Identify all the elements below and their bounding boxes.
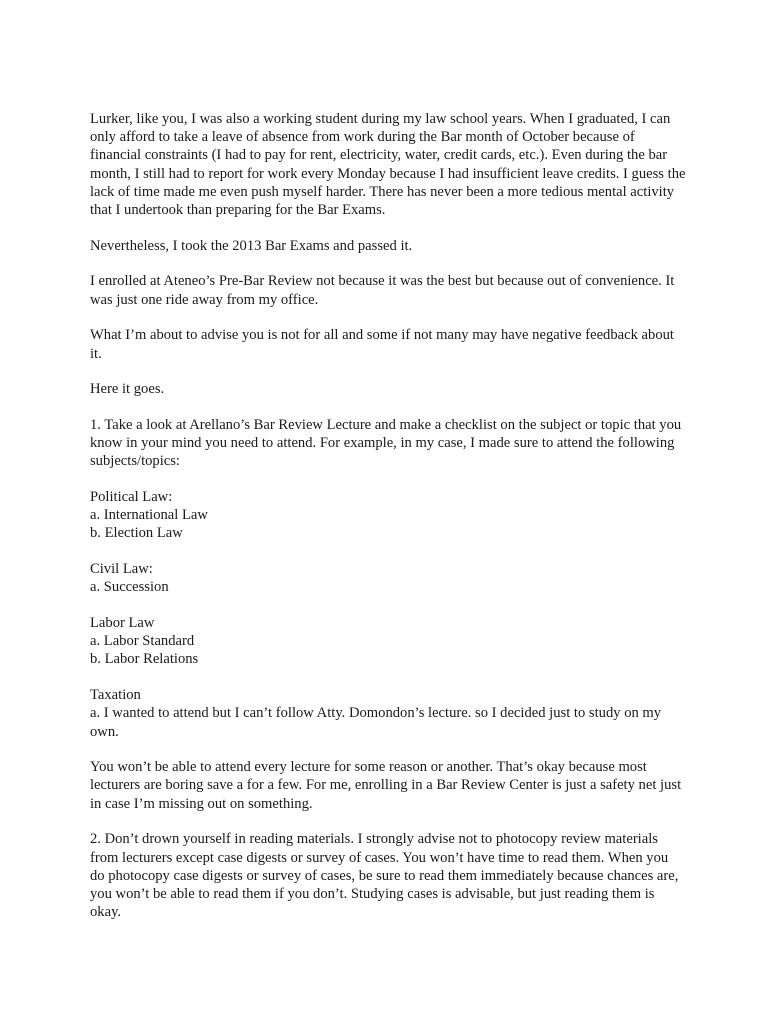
document-body [90,110,686,939]
subject-item: b. Labor Relations [90,651,199,668]
subject-heading: Labor Law [90,615,155,632]
paragraph-passed: Nevertheless, I took the 2013 Bar Exams and passed it. [90,237,413,254]
subject-item: a. I wanted to attend but I can’t follow Atty. Domondon’s lecture. so I decided just to study on my own. [90,705,662,740]
subject-taxation [90,686,686,741]
paragraph-tip-2: 2. Don’t drown yourself in reading materials. I strongly advise not to photocopy review materials from lecturers except case digests or survey of cases. You won’t have time to read them. When you do photocopy case digests or survey of cases, be sure to read them immediately because chances are, you won’t be able to read them if you don’t. Studying cases is advisable, but just reading them is okay. [90,831,679,921]
subject-labor-law [90,614,686,669]
subject-item: a. International Law [90,507,208,524]
subject-item: a. Labor Standard [90,633,195,650]
paragraph-intro: Lurker, like you, I was also a working student during my law school years. When I graduated, I can only afford to take a leave of absence from work during the Bar month of October because of financial constraints (I had to pay for rent, electricity, water, credit cards, etc.). Even during the bar month, I still had to report for work every Monday because I had insufficient leave credits. I guess the lack of time made me even push myself harder. There has never been a more tedious mental activity that I undertook than preparing for the Bar Exams. [90,111,686,219]
paragraph-attendance: You won’t be able to attend every lecture for some reason or another. That’s okay because most lecturers are boring save a for a few. For me, enrolling in a Bar Review Center is just a safety net just in case I’m missing out on something. [90,759,682,812]
subject-civil-law [90,560,686,596]
paragraph-here-it-goes: Here it goes. [90,381,165,398]
subject-item: b. Election Law [90,525,183,542]
paragraph-enrolled: I enrolled at Ateneo’s Pre-Bar Review not because it was the best but because out of convenience. It was just one ride away from my office. [90,273,675,308]
subject-heading: Civil Law: [90,561,153,578]
subject-heading: Taxation [90,687,141,704]
paragraph-tip-1: 1. Take a look at Arellano’s Bar Review Lecture and make a checklist on the subject or topic that you know in your mind you need to attend. For example, in my case, I made sure to attend the following subjects/topics: [90,416,682,470]
subject-heading: Political Law: [90,489,173,506]
paragraph-advice-disclaimer: What I’m about to advise you is not for all and some if not many may have negative feedback about it. [90,327,674,362]
subject-item: a. Succession [90,579,169,596]
subject-political-law [90,488,686,543]
